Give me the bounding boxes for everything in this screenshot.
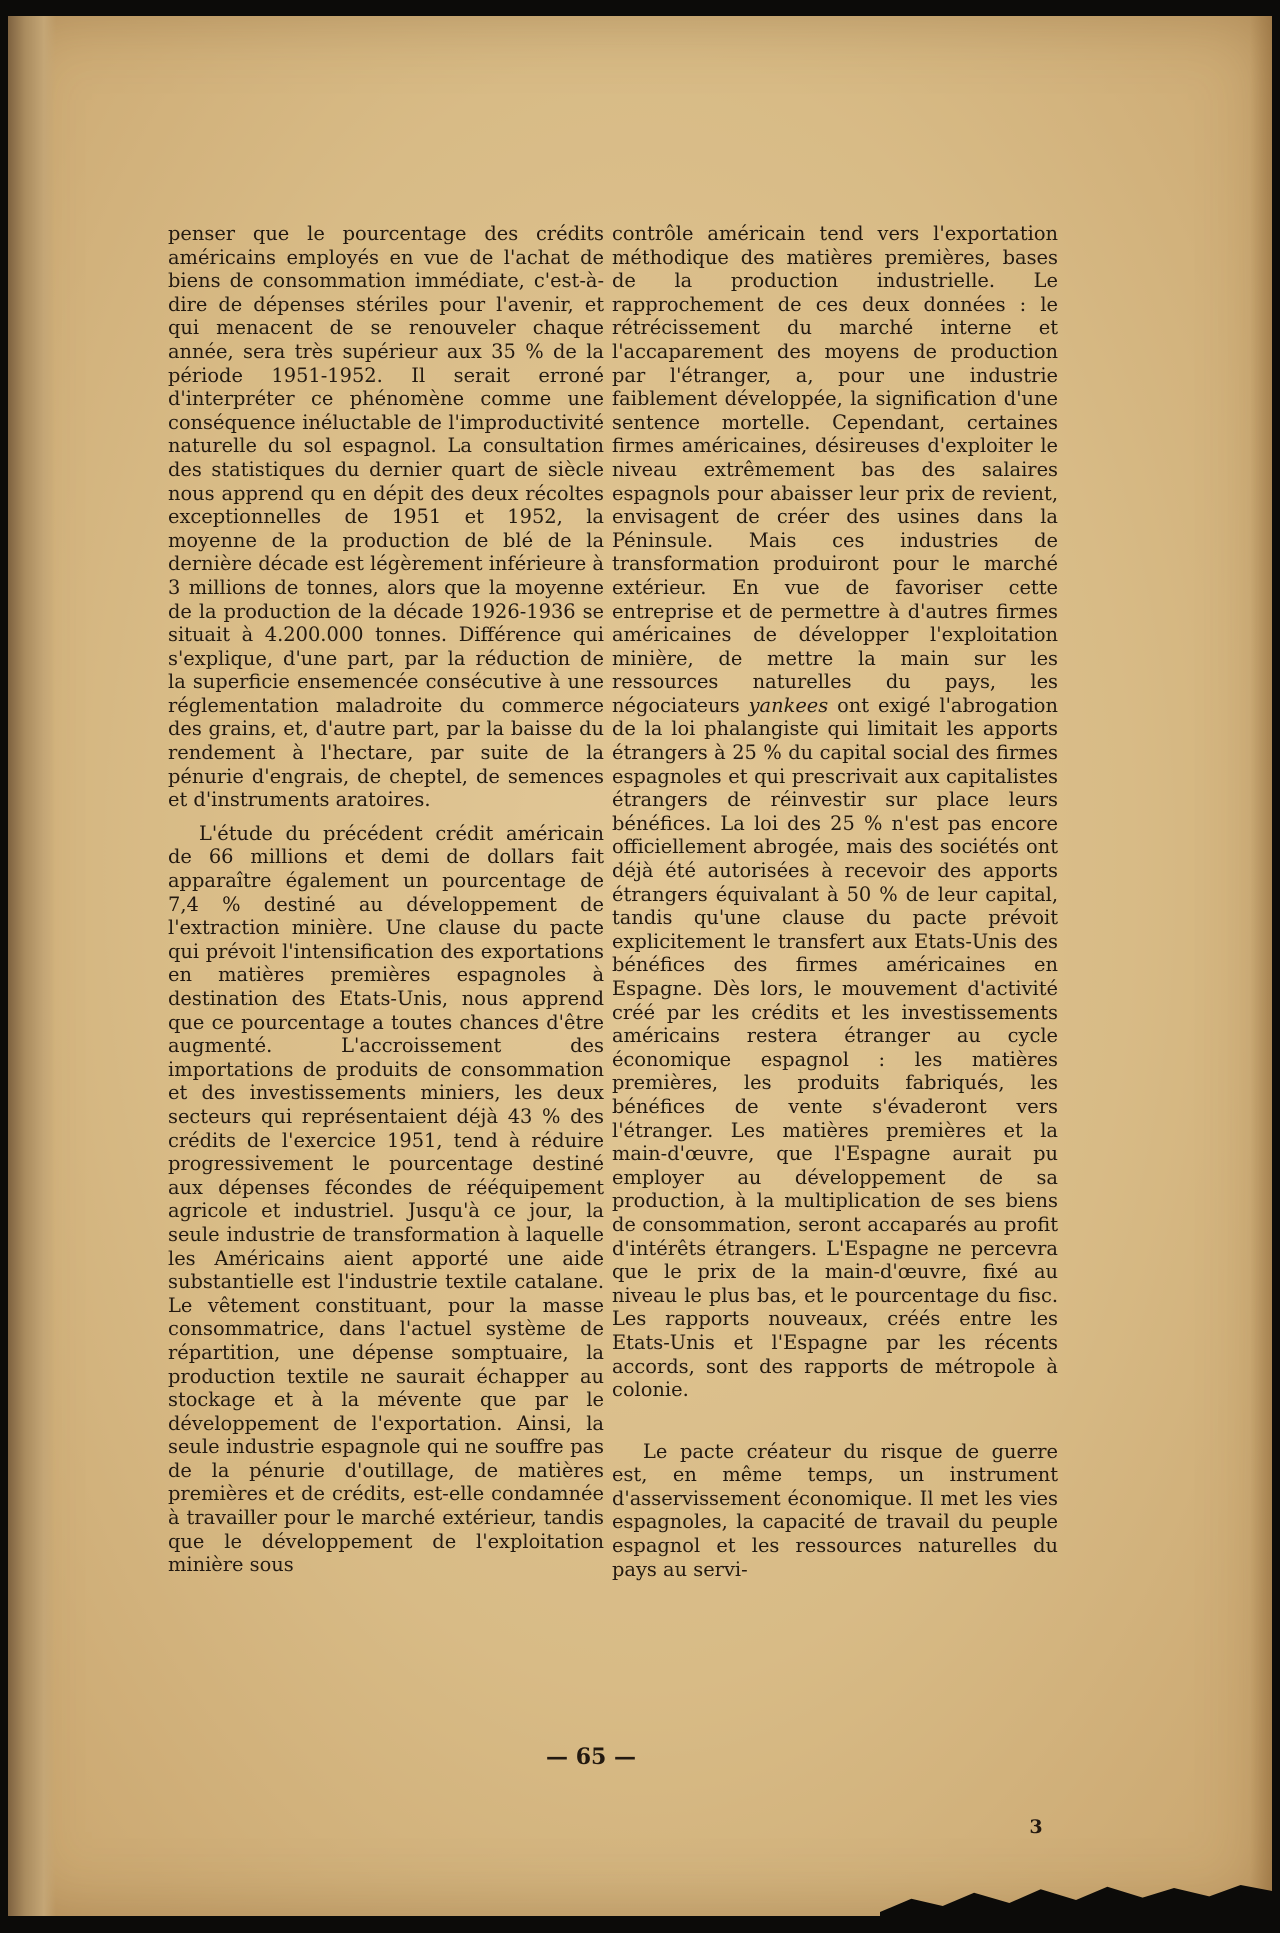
- binding-fold-shadow: [8, 16, 56, 1916]
- right-paragraph-1-text-b: ont exigé l'abrogation de la loi phalangiste qui limitait les apports étrangers à 25 % du capital social des firmes espagnoles et qui prescrivait aux capitalistes étrangers de réinvestir sur place leurs bénéfices. La loi des 25 % n'est pas encore officiellement abrogée, mais des sociétés ont déjà été autorisées à recevoir des apports étrangers équivalant à 50 % de leur capital, tandis qu'une clause du pacte prévoit explicitement le transfert aux Etats-Unis des bénéfices des firmes américaines en Espagne. Dès lors, le mouvement d'activité créé par les crédits et les investissements américains restera étranger au cycle économique espagnol : les matières premières, les produits fabriqués, les bénéfices de vente s'évaderont vers l'étranger. Les matières premières et la main-d'œuvre, que l'Espagne aurait pu employer au développement de sa production, à la multiplication de ses biens de consommation, seront accaparés au profit d'intérêts étrangers. L'Espagne ne percevra que le prix de la main-d'œuvre, fixé au niveau le plus bas, et le pourcentage du fisc. Les rapports nouveaux, créés entre les Etats-Unis et l'Espagne par les récents accords, sont des rapports de métropole à colonie.: [612, 693, 1058, 1402]
- left-column: [168, 222, 604, 1577]
- sheet-number: 3: [1029, 1816, 1043, 1838]
- right-paragraph-1-text-a: contrôle américain tend vers l'exportation méthodique des matières premières, bases de la production industrielle. Le rapprochement de ces deux données : le rétrécissement du marché interne et l'accaparement des moyens de production par l'étranger, a, pour une industrie faiblement développée, la signification d'une sentence mortelle. Cependant, certaines firmes américaines, désireuses d'exploiter le niveau extrêmement bas des salaires espagnols pour abaisser leur prix de revient, envisagent de créer des usines dans la Péninsule. Mais ces industries de transformation produiront pour le marché extérieur. En vue de favoriser cette entreprise et de permettre à d'autres firmes américaines de développer l'exploitation minière, de mettre la main sur les ressources naturelles du pays, les négociateurs: [612, 222, 1058, 717]
- right-paragraph-1: [612, 222, 1058, 1402]
- page-edge-shading: [1250, 16, 1272, 1916]
- page-sheet: [8, 16, 1272, 1916]
- right-paragraph-2: Le pacte créateur du risque de guerre est, en même temps, un instrument d'asservissement économique. Il met les vies espagnoles, la capacité de travail du peuple espagnol et les ressources naturelles du pays au servi-: [612, 1439, 1058, 1581]
- right-column: [612, 222, 1058, 1581]
- italic-word-yankees: yankees: [748, 693, 829, 717]
- left-paragraph-2: L'étude du précédent crédit américain de 66 millions et demi de dollars fait apparaître également un pourcentage de 7,4 % destiné au développement de l'extraction minière. Une clause du pacte qui prévoit l'intensification des exportations en matières premières espagnoles à destination des Etats-Unis, nous apprend que ce pourcentage a toutes chances d'être augmenté. L'accroissement des importations de produits de consommation et des investissements miniers, les deux secteurs qui représentaient déjà 43 % des crédits de l'exercice 1951, tend à réduire progressivement le pourcentage destiné aux dépenses fécondes de rééquipement agricole et industriel. Jusqu'à ce jour, la seule industrie de transformation à laquelle les Américains aient apporté une aide substantielle est l'industrie textile catalane. Le vêtement constituant, pour la masse consommatrice, dans l'actuel système de répartition, une dépense somptuaire, la production textile ne saurait échapper au stockage et à la mévente que par le développement de l'exportation. Ainsi, la seule industrie espagnole qui ne souffre pas de la pénurie d'outillage, de matières premières et de crédits, est-elle condamnée à travailler pour le marché extérieur, tandis que le développement de l'exploitation minière sous: [168, 821, 604, 1577]
- page-folio: — 65 —: [546, 1744, 636, 1770]
- left-paragraph-1: penser que le pourcentage des crédits américains employés en vue de l'achat de biens de consommation immédiate, c'est-à-dire de dépenses stériles pour l'avenir, et qui menacent de se renouveler chaque année, sera très supérieur aux 35 % de la période 1951-1952. Il serait erroné d'interpréter ce phénomène comme une conséquence inéluctable de l'improductivité naturelle du sol espagnol. La consultation des statistiques du dernier quart de siècle nous apprend qu en dépit des deux récoltes exceptionnelles de 1951 et 1952, la moyenne de la production de blé de la dernière décade est légèrement inférieure à 3 millions de tonnes, alors que la moyenne de la production de la décade 1926-1936 se situait à 4.200.000 tonnes. Différence qui s'explique, d'une part, par la réduction de la superficie ensemencée consécutive à une réglementation maladroite du commerce des grains, et, d'autre part, par la baisse du rendement à l'hectare, par suite de la pénurie d'engrais, de cheptel, de semences et d'instruments aratoires.: [168, 222, 604, 812]
